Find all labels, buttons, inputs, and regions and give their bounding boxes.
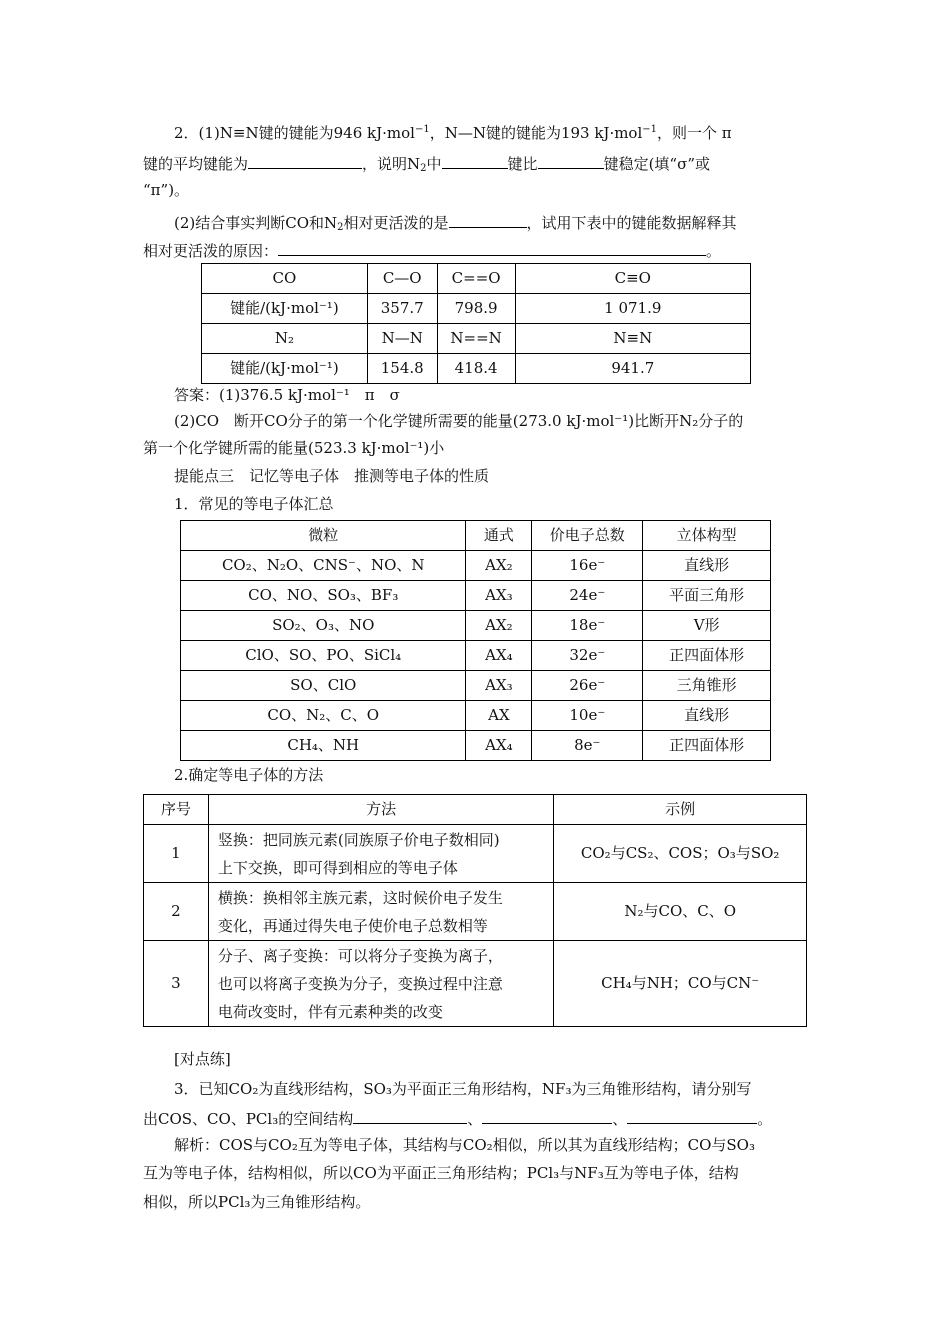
table-cell: N₂与CO、C、O xyxy=(554,883,807,941)
q3-line2 xyxy=(143,1110,772,1127)
table-header-row xyxy=(144,795,807,825)
answer-blank[interactable] xyxy=(627,1110,757,1124)
q2-line2 xyxy=(143,155,710,172)
q3-end: 。 xyxy=(757,1110,773,1128)
table-row xyxy=(202,264,751,294)
table-header: 立体构型 xyxy=(643,521,771,551)
table-cell: AX₃ xyxy=(466,671,532,701)
table-cell: AX₃ xyxy=(466,581,532,611)
table-cell: N≡N xyxy=(515,324,750,354)
table-header: 微粒 xyxy=(181,521,466,551)
q2-line1-b: ，N—N键的键能为193 kJ·mol xyxy=(429,124,643,142)
table-header: 价电子总数 xyxy=(532,521,643,551)
table-cell: 18e⁻ xyxy=(532,611,643,641)
answer-blank[interactable] xyxy=(248,155,362,169)
method-text-line: 横换：换相邻主族元素，这时候价电子发生 xyxy=(217,888,503,907)
q2-line1-a: 2．(1)N≡N键的键能为946 kJ·mol xyxy=(174,124,415,142)
q2-sub: 2 xyxy=(420,163,427,174)
q2-sub: 2 xyxy=(337,222,344,233)
table-row xyxy=(202,294,751,324)
explanation-line3: 相似，所以PCl₃为三角锥形结构。 xyxy=(143,1193,371,1211)
table-cell xyxy=(208,941,553,1027)
subsection-title-1: 1．常见的等电子体汇总 xyxy=(174,495,334,513)
table-cell: 357.7 xyxy=(367,294,437,324)
q2-line2-d: 键比 xyxy=(507,155,538,173)
table-cell: 正四面体形 xyxy=(643,731,771,761)
table-cell: CH₄与NH；CO与CN⁻ xyxy=(554,941,807,1027)
table-cell: C≡O xyxy=(515,264,750,294)
table-cell: SO、ClO xyxy=(181,671,466,701)
table-header: 方法 xyxy=(208,795,553,825)
answer-line2: (2)CO 断开CO分子的第一个化学键所需要的能量(273.0 kJ·mol⁻¹)比断开N₂分子的 xyxy=(174,412,744,430)
q2-line4-b: 相对更活泼的是 xyxy=(343,214,449,232)
answer-blank[interactable] xyxy=(353,1110,467,1124)
q2-line3: “π”)。 xyxy=(143,181,190,199)
table-cell: 键能/(kJ·mol⁻¹) xyxy=(202,294,368,324)
q3-separator: 、 xyxy=(612,1110,628,1128)
q3-line1: 3．已知CO₂为直线形结构，SO₃为平面正三角形结构，NF₃为三角锥形结构，请分别写 xyxy=(174,1080,752,1098)
method-text-line: 也可以将离子变换为分子，变换过程中注意 xyxy=(217,974,503,993)
q2-line2-e: 键稳定(填“σ”或 xyxy=(603,155,710,173)
table-row xyxy=(202,354,751,384)
q2-line2-b: ，说明N xyxy=(362,155,421,173)
practice-tag: [对点练] xyxy=(174,1050,231,1068)
table-cell: CO₂、N₂O、CNS⁻、NO、N xyxy=(181,551,466,581)
table-cell: 2 xyxy=(144,883,209,941)
q3-separator: 、 xyxy=(467,1110,483,1128)
q2-line5-a: 相对更活泼的原因： xyxy=(143,242,279,260)
table-cell: CO₂与CS₂、COS；O₃与SO₂ xyxy=(554,825,807,883)
table-cell: 正四面体形 xyxy=(643,641,771,671)
q2-line5 xyxy=(143,242,721,259)
table-cell: 32e⁻ xyxy=(532,641,643,671)
table-cell: SO₂、O₃、NO xyxy=(181,611,466,641)
table-cell: 1 071.9 xyxy=(515,294,750,324)
q2-line4-c: ，试用下表中的键能数据解释其 xyxy=(526,214,737,232)
table-cell: N==N xyxy=(437,324,515,354)
q2-line1 xyxy=(174,126,732,141)
table-cell: N—N xyxy=(367,324,437,354)
table-row xyxy=(181,611,771,641)
table-header: 通式 xyxy=(466,521,532,551)
method-text-line: 变化，再通过得失电子使价电子总数相等 xyxy=(217,916,488,935)
table-row xyxy=(144,825,807,883)
answer-blank[interactable] xyxy=(482,1110,612,1124)
table-row xyxy=(181,641,771,671)
method-table xyxy=(143,794,807,1027)
answer-blank[interactable] xyxy=(538,155,604,169)
table-cell: 1 xyxy=(144,825,209,883)
answer-line3: 第一个化学键所需的能量(523.3 kJ·mol⁻¹)小 xyxy=(143,439,445,457)
table-cell: 10e⁻ xyxy=(532,701,643,731)
table-row xyxy=(202,324,751,354)
table-cell: V形 xyxy=(643,611,771,641)
table-cell xyxy=(208,883,553,941)
table-row xyxy=(144,941,807,1027)
q2-line5-b: 。 xyxy=(706,242,722,260)
method-text-line: 竖换：把同族元素(同族原子价电子数相同) xyxy=(217,830,500,849)
table-cell: 16e⁻ xyxy=(532,551,643,581)
table-cell: 平面三角形 xyxy=(643,581,771,611)
table-cell: 154.8 xyxy=(367,354,437,384)
explanation-line2: 互为等电子体，结构相似，所以CO为平面正三角形结构；PCl₃与NF₃互为等电子体，结构 xyxy=(143,1164,739,1182)
table-cell: CO、NO、SO₃、BF₃ xyxy=(181,581,466,611)
table-cell: 8e⁻ xyxy=(532,731,643,761)
table-header-row xyxy=(181,521,771,551)
table-cell: C—O xyxy=(367,264,437,294)
isoelectronic-table xyxy=(180,520,771,761)
table-cell xyxy=(208,825,553,883)
q2-sup-1: −1 xyxy=(414,124,430,135)
table-header: 示例 xyxy=(554,795,807,825)
table-cell: 798.9 xyxy=(437,294,515,324)
table-cell: CO xyxy=(202,264,368,294)
q2-line4 xyxy=(174,214,737,231)
method-text-line: 分子、离子变换：可以将分子变换为离子， xyxy=(217,946,503,965)
table-cell: AX₂ xyxy=(466,551,532,581)
table-cell: 三角锥形 xyxy=(643,671,771,701)
table-cell: CO、N₂、C、O xyxy=(181,701,466,731)
answer-blank[interactable] xyxy=(278,242,706,256)
method-text-line: 上下交换，即可得到相应的等电子体 xyxy=(217,858,458,877)
table-cell: 24e⁻ xyxy=(532,581,643,611)
table-cell: 941.7 xyxy=(515,354,750,384)
explanation-line1: 解析：COS与CO₂互为等电子体，其结构与CO₂相似，所以其为直线形结构；CO与SO₃ xyxy=(174,1136,755,1154)
table-cell: 键能/(kJ·mol⁻¹) xyxy=(202,354,368,384)
table-cell: N₂ xyxy=(202,324,368,354)
table-cell: AX xyxy=(466,701,532,731)
table-row xyxy=(181,701,771,731)
table-cell: AX₄ xyxy=(466,641,532,671)
table-cell: 直线形 xyxy=(643,701,771,731)
answer-line1: 答案：(1)376.5 kJ·mol⁻¹ π σ xyxy=(174,386,400,404)
subsection-title-2: 2.确定等电子体的方法 xyxy=(174,766,324,784)
answer-blank[interactable] xyxy=(449,214,527,228)
q2-line2-c: 中 xyxy=(426,155,442,173)
q2-line4-a: (2)结合事实判断CO和N xyxy=(174,214,338,232)
answer-blank[interactable] xyxy=(442,155,508,169)
table-row xyxy=(181,581,771,611)
table-cell: AX₄ xyxy=(466,731,532,761)
q2-line2-a: 键的平均键能为 xyxy=(143,155,249,173)
q3-line2-a: 出COS、CO、PCl₃的空间结构 xyxy=(143,1110,354,1128)
bond-energy-table xyxy=(201,263,751,384)
table-row xyxy=(144,883,807,941)
q2-sup-2: −1 xyxy=(642,124,658,135)
table-cell: 26e⁻ xyxy=(532,671,643,701)
q2-line1-c: ，则一个 π xyxy=(657,124,732,142)
section-title: 提能点三 记忆等电子体 推测等电子体的性质 xyxy=(174,467,490,485)
table-cell: 418.4 xyxy=(437,354,515,384)
method-text-line: 电荷改变时，伴有元素种类的改变 xyxy=(217,1002,443,1021)
table-cell: AX₂ xyxy=(466,611,532,641)
table-cell: CH₄、NH xyxy=(181,731,466,761)
table-row xyxy=(181,551,771,581)
table-row xyxy=(181,671,771,701)
table-cell: ClO、SO、PO、SiCl₄ xyxy=(181,641,466,671)
table-cell: 直线形 xyxy=(643,551,771,581)
table-cell: C==O xyxy=(437,264,515,294)
table-row xyxy=(181,731,771,761)
table-header: 序号 xyxy=(144,795,209,825)
table-cell: 3 xyxy=(144,941,209,1027)
